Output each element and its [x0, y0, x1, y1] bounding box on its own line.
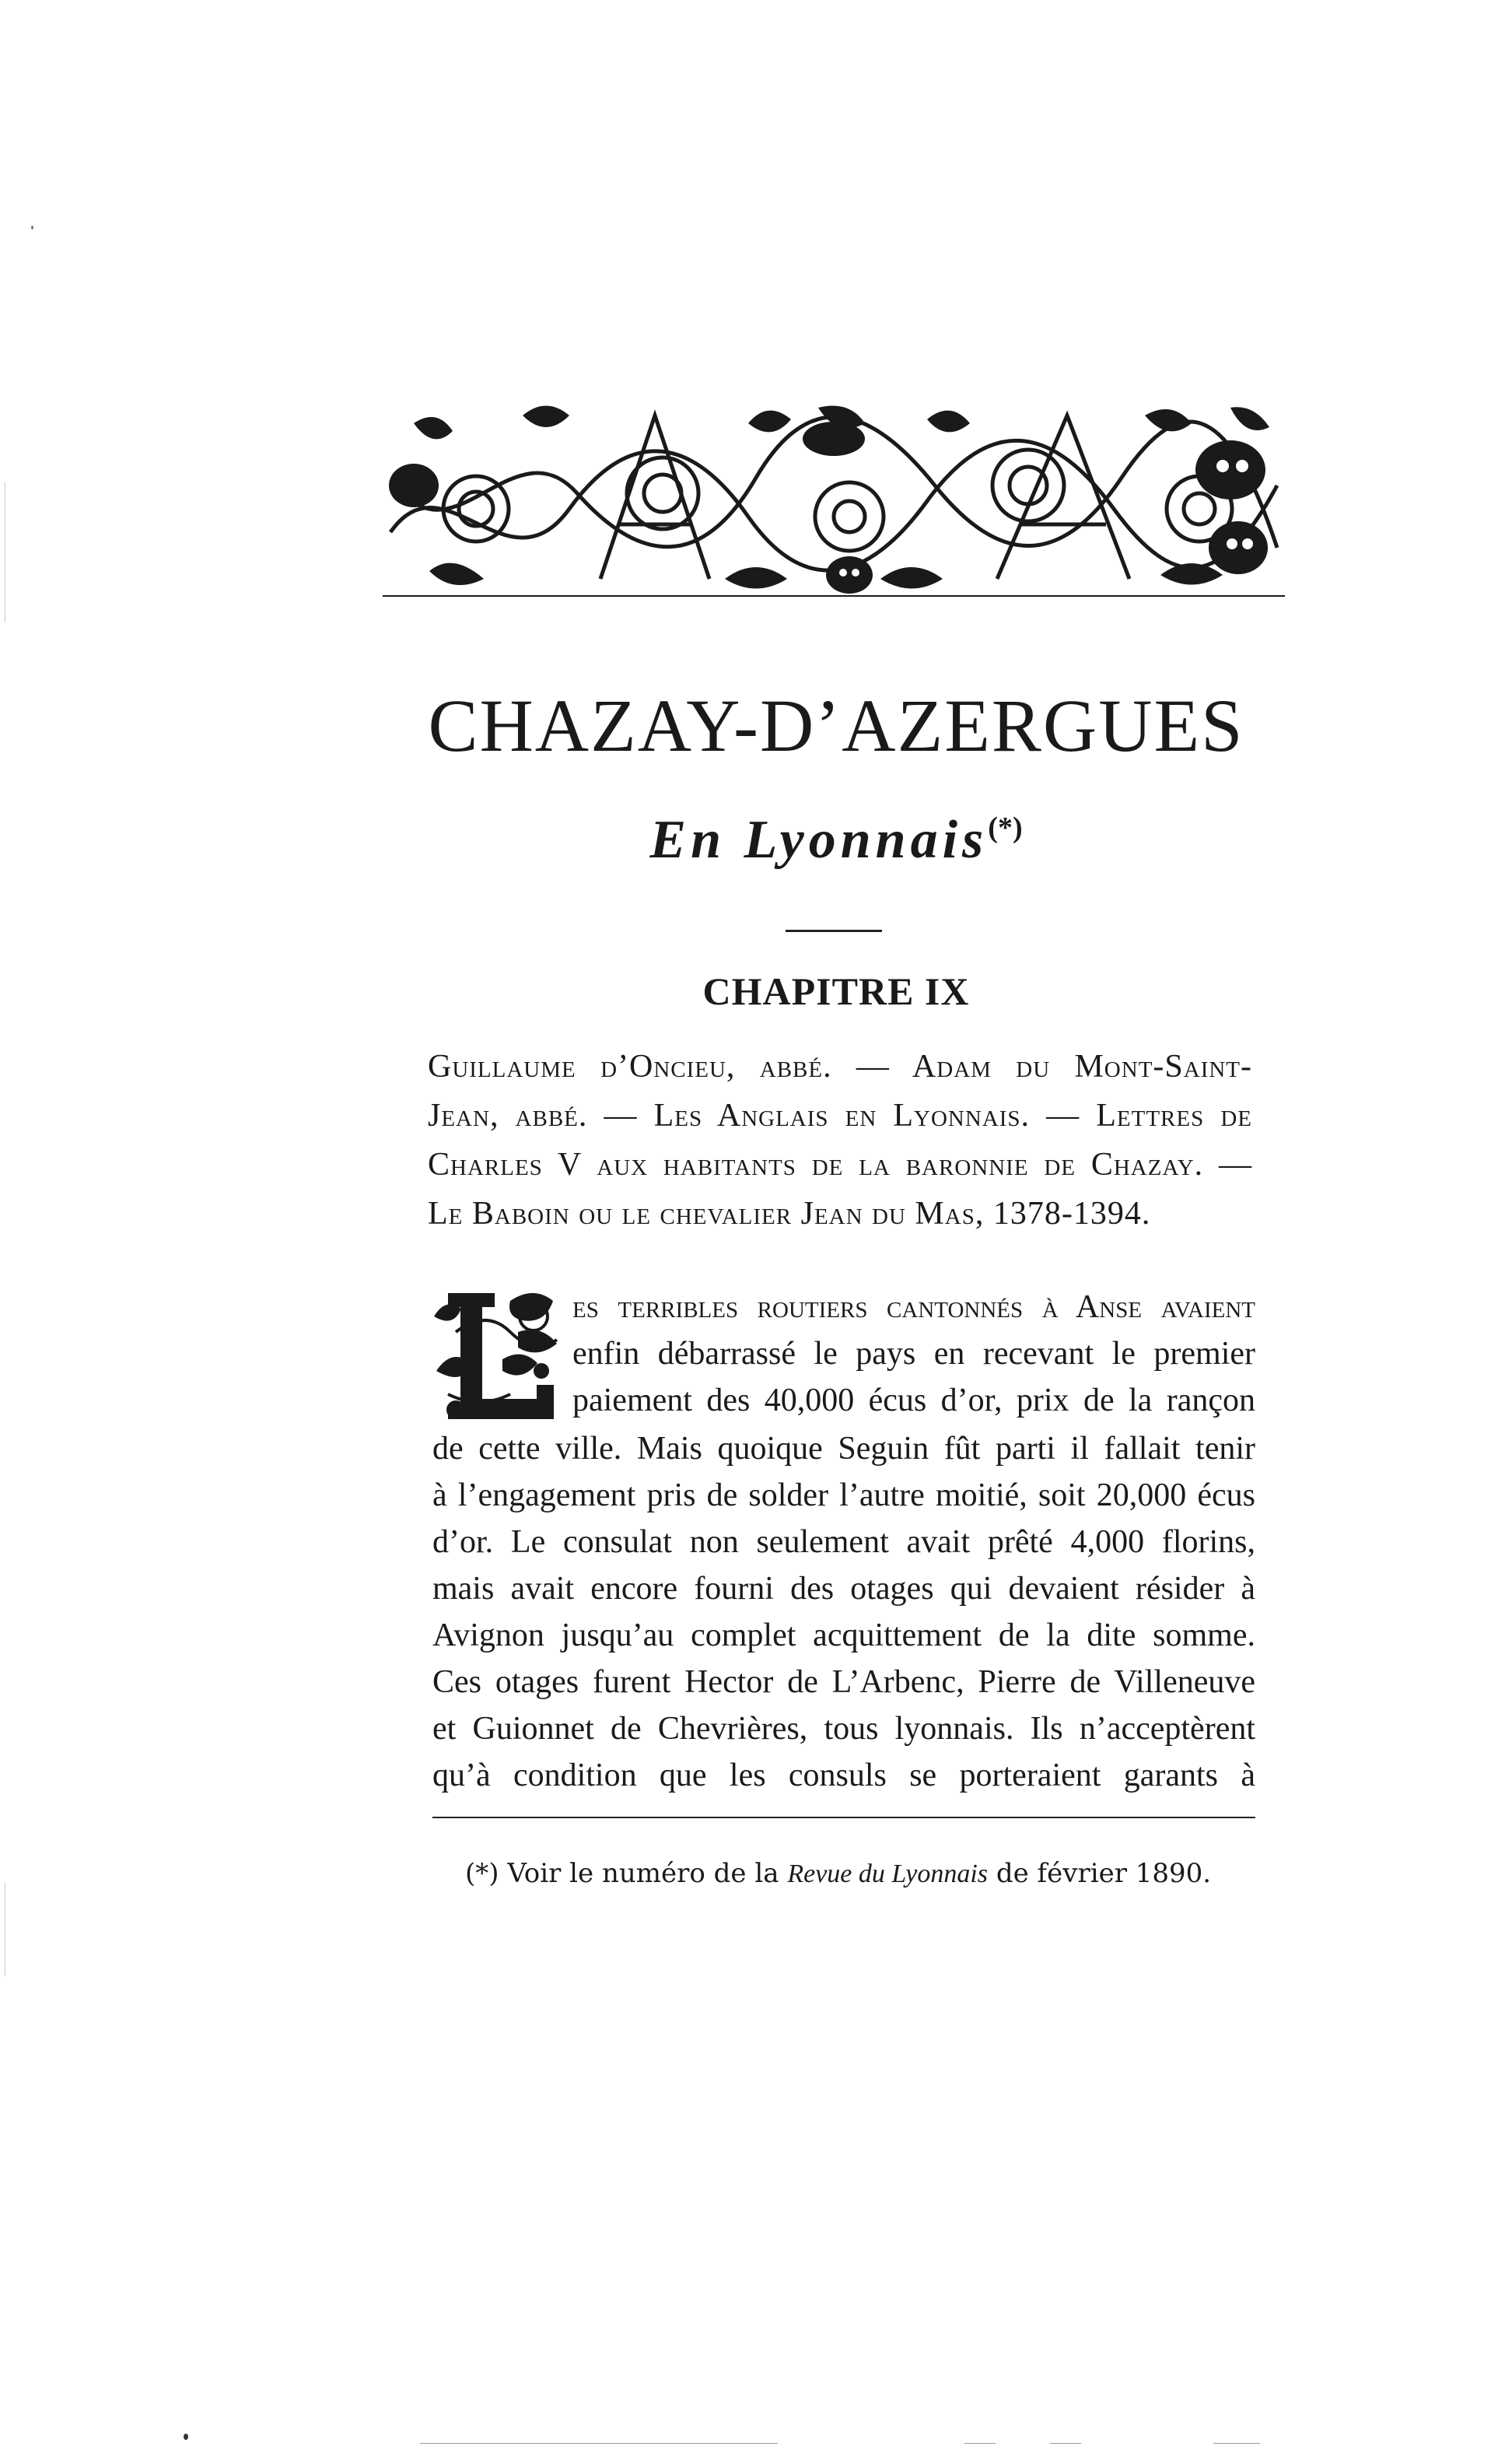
scan-artifact-rule [964, 2443, 996, 2444]
footnote-suffix: de février 1890. [996, 1858, 1212, 1889]
scan-artifact-rule [1213, 2443, 1260, 2444]
body-line: et Guionnet de Chevrières, tous lyonnais. Ils n’acceptèrent [432, 1711, 1255, 1747]
body-line: d’or. Le consulat non seulement avait prêté 4,000 florins, [432, 1524, 1255, 1560]
footnote-marker: (*) [465, 1858, 499, 1889]
footnote-journal: Revue du Lyonnais [787, 1859, 989, 1888]
page-title: CHAZAY-D’AZERGUES [428, 684, 1244, 767]
footnote-prefix: Voir le numéro de la [507, 1858, 779, 1889]
body-line: à l’engagement pris de solder l’autre moitié, soit 20,000 écus [432, 1477, 1255, 1513]
page-subtitle [389, 809, 1283, 871]
footnote [465, 1858, 1243, 1889]
chapter-heading: CHAPITRE IX [702, 969, 970, 1013]
decorated-initial-L-icon [432, 1285, 569, 1425]
body-line: de cette ville. Mais quoique Seguin fût parti il fallait tenir [432, 1431, 1255, 1467]
scan-artifact-rule [1050, 2443, 1081, 2444]
scan-speck [31, 226, 33, 230]
body-line: paiement des 40,000 écus d’or, prix de la rançon [572, 1383, 1255, 1418]
chapter-summary [428, 1043, 1252, 1239]
body-line: Ces otages furent Hector de L’Arbenc, Pierre de Villeneuve [432, 1664, 1255, 1700]
body-paragraph [432, 1284, 1255, 1799]
body-line-text: es terribles routiers cantonnés à Anse avaient [572, 1289, 1255, 1325]
subtitle-text: En Lyonnais [649, 810, 989, 870]
ornamental-headpiece-icon [383, 392, 1285, 602]
title-divider [786, 930, 882, 932]
summary-line: Le Baboin ou le chevalier Jean du Mas, 1378-1394. [428, 1196, 1151, 1232]
summary-line: Guillaume d’Oncieu, abbé. — Adam du Mont-Saint- [428, 1049, 1252, 1085]
scan-artifact-rule [420, 2443, 778, 2444]
footnote-reference: (*) [988, 811, 1023, 844]
footnote-divider [432, 1817, 1255, 1818]
scan-speck [184, 2434, 188, 2440]
body-line: mais avait encore fourni des otages qui devaient résider à [432, 1571, 1255, 1607]
body-line: qu’à condition que les consuls se porteraient garants à [432, 1758, 1255, 1793]
body-line: enfin débarrassé le pays en recevant le premier [572, 1336, 1255, 1372]
body-line: Avignon jusqu’au complet acquittement de la dite somme. [432, 1618, 1255, 1653]
summary-line: Jean, abbé. — Les Anglais en Lyonnais. — Lettres de [428, 1098, 1252, 1134]
summary-line: Charles V aux habitants de la baronnie de Chazay. — [428, 1147, 1252, 1183]
